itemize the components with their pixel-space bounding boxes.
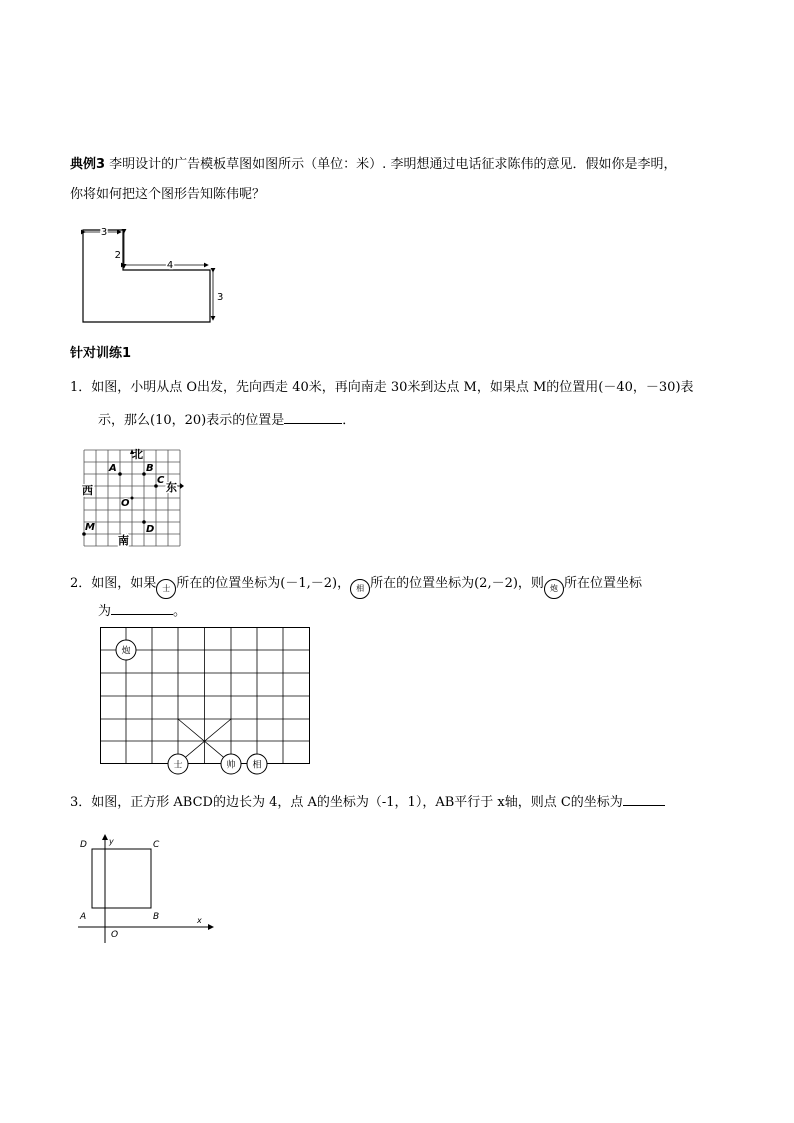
q2-line2-end: 。 (173, 604, 187, 619)
q1-label-east: 东 (166, 481, 177, 494)
sketch-outline (83, 230, 210, 322)
q3-label-y: y (109, 837, 114, 846)
section-title: 针对训练1 (70, 346, 132, 361)
example3-line2: 你将如何把这个图形告知陈伟呢？ (70, 187, 266, 202)
q1-label-west: 西 (82, 484, 93, 497)
q2-piece-pao-inline: 炮 (544, 579, 564, 599)
q3-label-b: B (153, 912, 160, 922)
q2-answer-blank[interactable] (111, 601, 173, 615)
q1-line2-text: 示，那么(10，20)表示的位置是 (98, 413, 285, 428)
q3-label-c: C (153, 840, 160, 850)
dim-top-label: 3 (100, 227, 108, 238)
q1-label-south: 南 (118, 534, 129, 547)
q2-board-shi-label: 士 (173, 760, 183, 771)
q2-board-xiang-label: 相 (252, 760, 262, 771)
q1-line2 (98, 410, 355, 430)
q3-label-a: A (80, 912, 87, 922)
q1-label-o: O (121, 498, 130, 509)
q2-text-p4: 所在位置坐标 (563, 576, 642, 591)
q1-label-north: 北 (132, 448, 143, 461)
q2-board-pao-label: 炮 (121, 646, 131, 657)
q2-piece-xiang-inline: 相 (350, 579, 370, 599)
q1-label-d: D (146, 524, 155, 535)
q3-label-d: D (80, 840, 87, 850)
q2-board-shuai-label: 帅 (226, 760, 236, 771)
q2-text-p2: 所在的位置坐标为(－1,－2)， (176, 576, 351, 591)
q1-label-c: C (157, 475, 165, 486)
q3-square-figure (76, 833, 221, 953)
q1-label-a: A (109, 463, 117, 474)
q1-answer-blank[interactable] (284, 410, 342, 424)
q3-label-x: x (197, 916, 202, 925)
q1-grid-figure (80, 446, 190, 551)
q3-answer-blank[interactable] (623, 792, 665, 806)
q1-label-m: M (85, 522, 95, 533)
dim-right-label: 3 (217, 292, 224, 303)
example3-text1: 李明设计的广告模板草图如图所示（单位：米）. 李明想通过电话征求陈伟的意见．假如你是李明， (105, 157, 677, 172)
q3-label-o: O (111, 930, 119, 940)
q3-square (92, 849, 151, 908)
q2-text-p1: 2．如图，如果 (70, 576, 157, 591)
q2-line2-text: 为 (98, 604, 112, 619)
q2-piece-shi-inline: 士 (156, 579, 176, 599)
q1-label-b: B (146, 463, 154, 474)
dim-left-label: 2 (114, 250, 121, 261)
q3-x-arrowhead (208, 924, 214, 930)
q2-chess-board (100, 627, 315, 777)
example3-label: 典例3 (70, 157, 106, 172)
q1-point-a (118, 472, 122, 476)
q1-line2-end: ． (342, 413, 356, 428)
example3-line1 (70, 156, 676, 174)
q1-line1: 1．如图，小明从点 O出发，先向西走 40米，再向南走 30米到达点 M，如果点 M的位置用(－40，－30)表 (70, 380, 694, 395)
q1-point-o (131, 497, 134, 500)
q1-east-arrowhead (180, 483, 184, 489)
dim-mid-label: 4 (166, 260, 174, 271)
billboard-sketch (80, 222, 224, 332)
q3-text: 3．如图，正方形 ABCD的边长为 4，点 A的坐标为（-1，1），AB平行于 x轴，则点 C的坐标为 (70, 795, 623, 810)
q3-line (70, 792, 665, 812)
q2-line2 (98, 601, 186, 621)
q3-y-arrowhead (102, 834, 108, 840)
q2-line1 (70, 575, 642, 599)
q2-text-p3: 所在的位置坐标为(2,－2)，则 (370, 576, 544, 591)
